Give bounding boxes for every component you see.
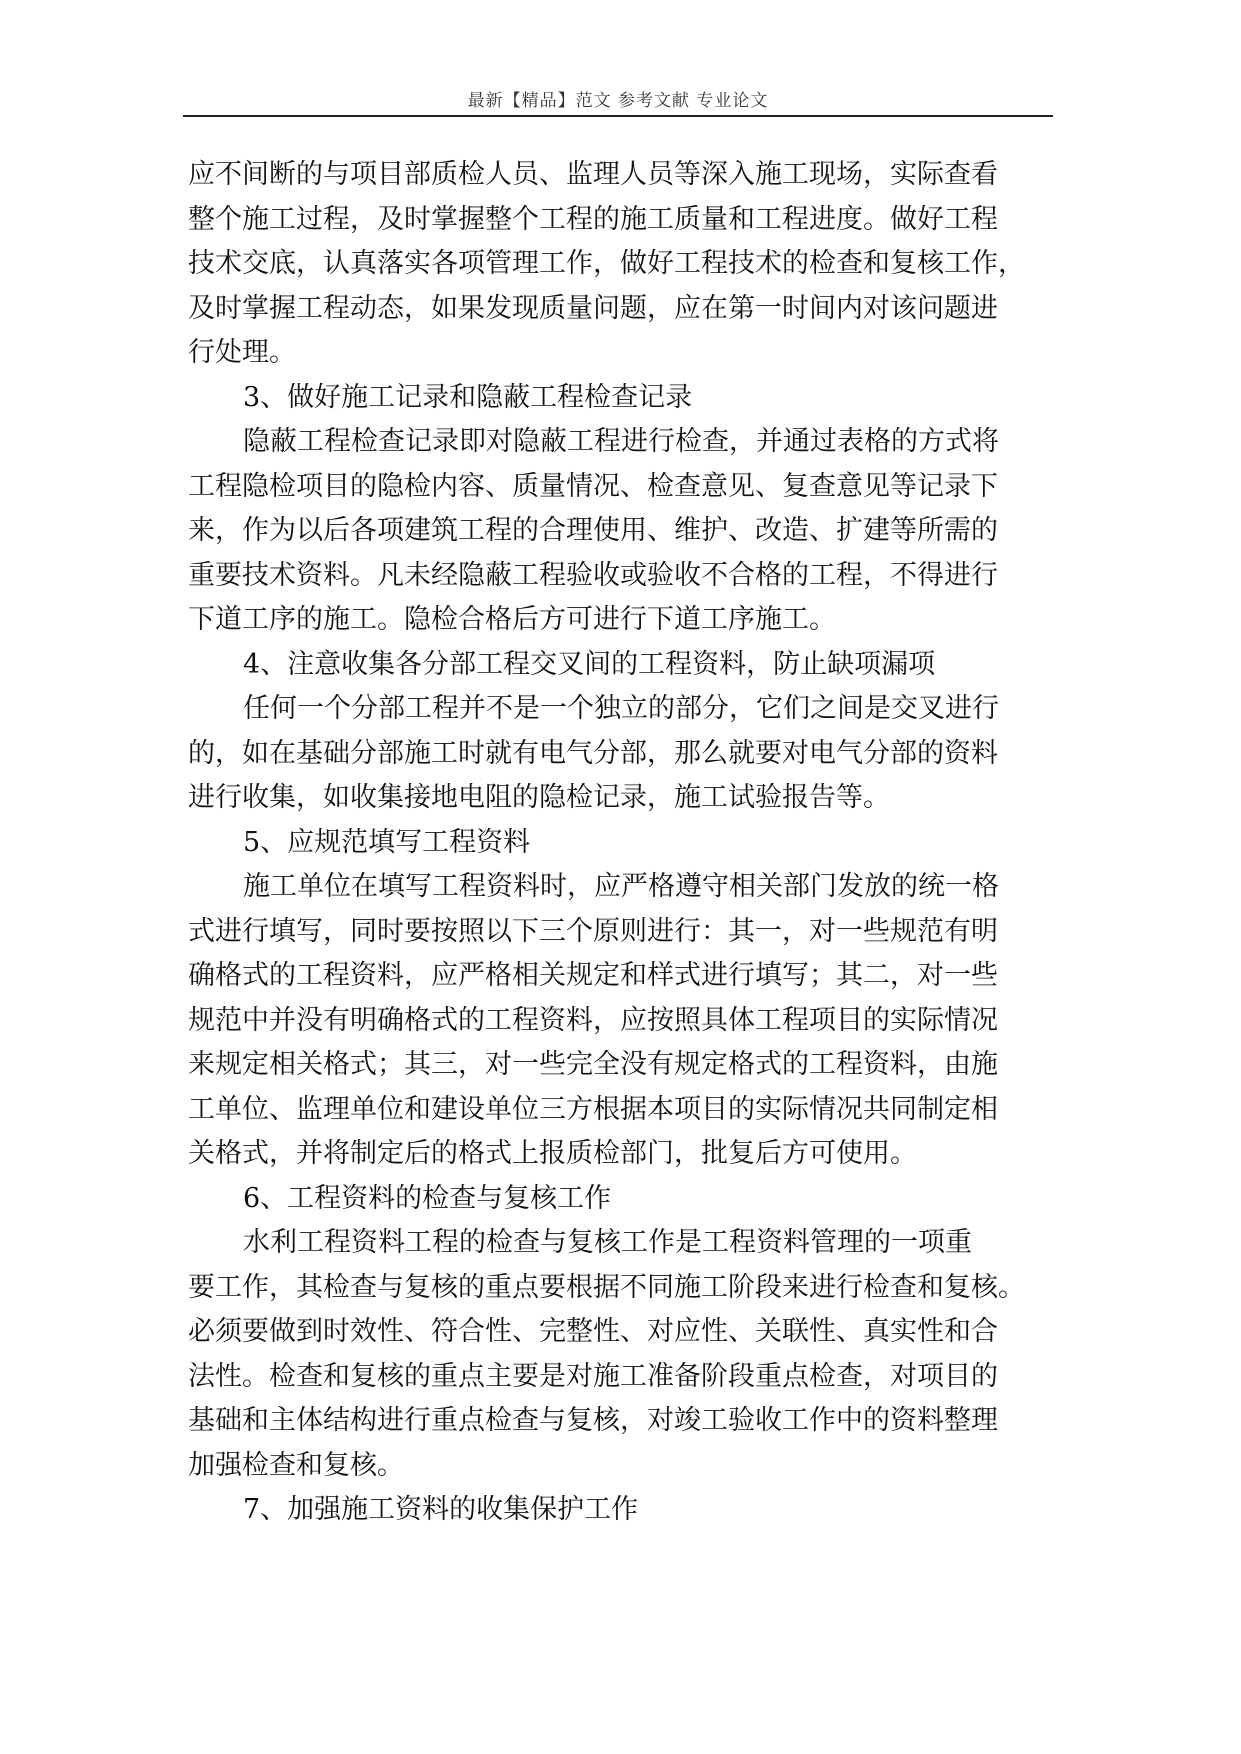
text-line: 工单位、监理单位和建设单位三方根据本项目的实际情况共同制定相 xyxy=(188,1093,998,1125)
section-heading: 3、做好施工记录和隐蔽工程检查记录 xyxy=(243,381,693,413)
text-line: 基础和主体结构进行重点检查与复核，对竣工验收工作中的资料整理 xyxy=(188,1405,998,1436)
text-line: 技术交底，认真落实各项管理工作，做好工程技术的检查和复核工作， xyxy=(188,248,1025,279)
paragraph-first-line: 水利工程资料工程的检查与复核工作是工程资料管理的一项重 xyxy=(243,1227,972,1258)
header-rule xyxy=(183,115,1053,117)
text-line: 整个施工过程，及时掌握整个工程的施工质量和工程进度。做好工程 xyxy=(188,203,998,235)
section-heading: 4、注意收集各分部工程交叉间的工程资料，防止缺项漏项 xyxy=(243,648,936,680)
text-line: 确格式的工程资料，应严格相关规定和样式进行填写；其二，对一些 xyxy=(188,960,998,991)
paragraph-first-line: 隐蔽工程检查记录即对隐蔽工程进行检查，并通过表格的方式将 xyxy=(243,426,999,457)
section-heading: 7、加强施工资料的收集保护工作 xyxy=(243,1494,639,1525)
text-line: 关格式，并将制定后的格式上报质检部门，批复后方可使用。 xyxy=(188,1138,917,1169)
text-line: 工程隐检项目的隐检内容、质量情况、检查意见、复查意见等记录下 xyxy=(188,470,998,502)
text-line: 进行收集，如收集接地电阻的隐检记录，施工试验报告等。 xyxy=(188,782,890,813)
text-line: 要工作，其检查与复核的重点要根据不同施工阶段来进行检查和复核。 xyxy=(188,1271,1025,1303)
text-line: 行处理。 xyxy=(188,337,296,368)
text-line: 式进行填写，同时要按照以下三个原则进行：其一，对一些规范有明 xyxy=(188,915,998,947)
paragraph-first-line: 施工单位在填写工程资料时，应严格遵守相关部门发放的统一格 xyxy=(243,871,999,902)
text-line: 重要技术资料。凡未经隐蔽工程验收或验收不合格的工程，不得进行 xyxy=(188,559,998,591)
page-header: 最新【精品】范文 参考文献 专业论文 xyxy=(467,91,769,111)
text-line: 来，作为以后各项建筑工程的合理使用、维护、改造、扩建等所需的 xyxy=(188,515,998,546)
paragraph-first-line: 任何一个分部工程并不是一个独立的部分，它们之间是交叉进行 xyxy=(243,693,999,724)
document-body xyxy=(188,153,1056,1533)
text-line: 必须要做到时效性、符合性、完整性、对应性、关联性、真实性和合 xyxy=(188,1316,998,1347)
text-line: 加强检查和复核。 xyxy=(188,1449,404,1481)
text-line: 法性。检查和复核的重点主要是对施工准备阶段重点检查，对项目的 xyxy=(188,1360,998,1392)
text-line: 及时掌握工程动态，如果发现质量问题，应在第一时间内对该问题进 xyxy=(188,292,998,324)
text-line: 规范中并没有明确格式的工程资料，应按照具体工程项目的实际情况 xyxy=(188,1004,998,1036)
text-line: 来规定相关格式；其三，对一些完全没有规定格式的工程资料，由施 xyxy=(188,1049,998,1080)
text-line: 下道工序的施工。隐检合格后方可进行下道工序施工。 xyxy=(188,604,836,635)
section-heading: 5、应规范填写工程资料 xyxy=(243,826,531,858)
text-line: 应不间断的与项目部质检人员、监理人员等深入施工现场，实际查看 xyxy=(188,159,998,190)
section-heading: 6、工程资料的检查与复核工作 xyxy=(243,1182,612,1214)
text-line: 的，如在基础分部施工时就有电气分部，那么就要对电气分部的资料 xyxy=(188,737,998,769)
